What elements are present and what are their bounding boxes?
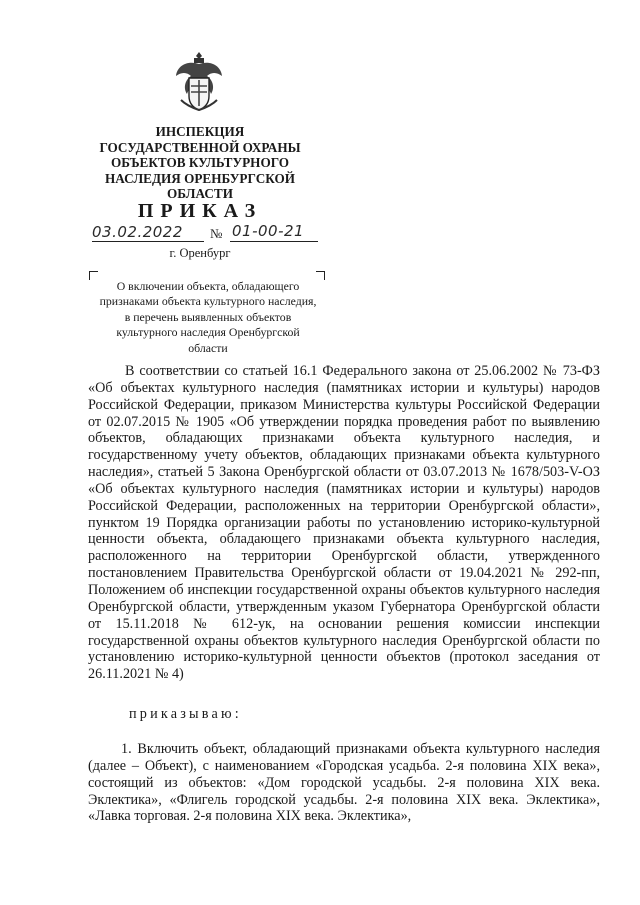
order-subject: О включении объекта, обладающего признаками объекта культурного наследия, в перечень выявленных объектов культурного наследия Оренбургской области (99, 279, 317, 355)
number-underline (230, 241, 318, 242)
date-underline (92, 241, 204, 242)
order-item-1: 1. Включить объект, обладающий признаками объекта культурного наследия (далее – Объект), с наименованием «Городская усадьба. 2-я половина XIX века», состоящий из объектов: «Дом городской усадьбы. 2-я половина XIX века. Эклектика», «Флигель городской усадьбы. 2-я половина XIX века. Эклектика», «Лавка торговая. 2-я половина XIX века. Эклектика», (88, 741, 600, 825)
organization-name: ИНСПЕКЦИЯ ГОСУДАРСТВЕННОЙ ОХРАНЫ ОБЪЕКТОВ КУЛЬТУРНОГО НАСЛЕДИЯ ОРЕНБУРГСКОЙ ОБЛАСТИ (99, 124, 301, 202)
city-name: г. Оренбург (169, 246, 231, 260)
coat-of-arms-emblem (173, 50, 225, 114)
preamble-block (88, 363, 600, 683)
order-word: приказываю: (129, 706, 242, 722)
date-number-line (92, 222, 332, 245)
order-date: 03.02.2022 (92, 223, 183, 241)
order-items (88, 741, 600, 825)
preamble-paragraph: В соответствии со статьей 16.1 Федерального закона от 25.06.2002 № 73-ФЗ «Об объектах культурного наследия (памятниках истории и культуры) народов Российской Федерации, приказом Министерства культуры Российской Федерации от 02.07.2015 № 1905 «Об утверждении порядка проведения работ по выявлению объектов, обладающих признаками объекта культурного наследия, и государственному учету объектов, обладающих признаками объекта культурного наследия», статьей 5 Закона Оренбургской области от 03.07.2013 № 1678/503-V-ОЗ «Об объектах культурного наследия (памятниках истории и культуры) народов Российской Федерации, расположенных на территории Оренбургской области», пунктом 19 Порядка организации работы по установлению историко-культурной ценности объекта, обладающего признаками объекта культурного наследия, расположенного на территории Оренбургской области, утвержденного постановлением Правительства Оренбургской области от 19.04.2021 № 292-пп, Положением об инспекции государственной охраны объектов культурного наследия Оренбургской области, утвержденным указом Губернатора Оренбургской области от 15.11.2018 № 612-ук, на основании решения комиссии инспекции государственной охраны объектов культурного наследия Оренбургской области по установлению историко-культурной ценности объектов (протокол заседания от 26.11.2021 № 4) (88, 363, 600, 683)
document-type-title: ПРИКАЗ (137, 200, 263, 222)
order-number: 01-00-21 (232, 222, 305, 240)
number-sign: № (210, 226, 223, 241)
